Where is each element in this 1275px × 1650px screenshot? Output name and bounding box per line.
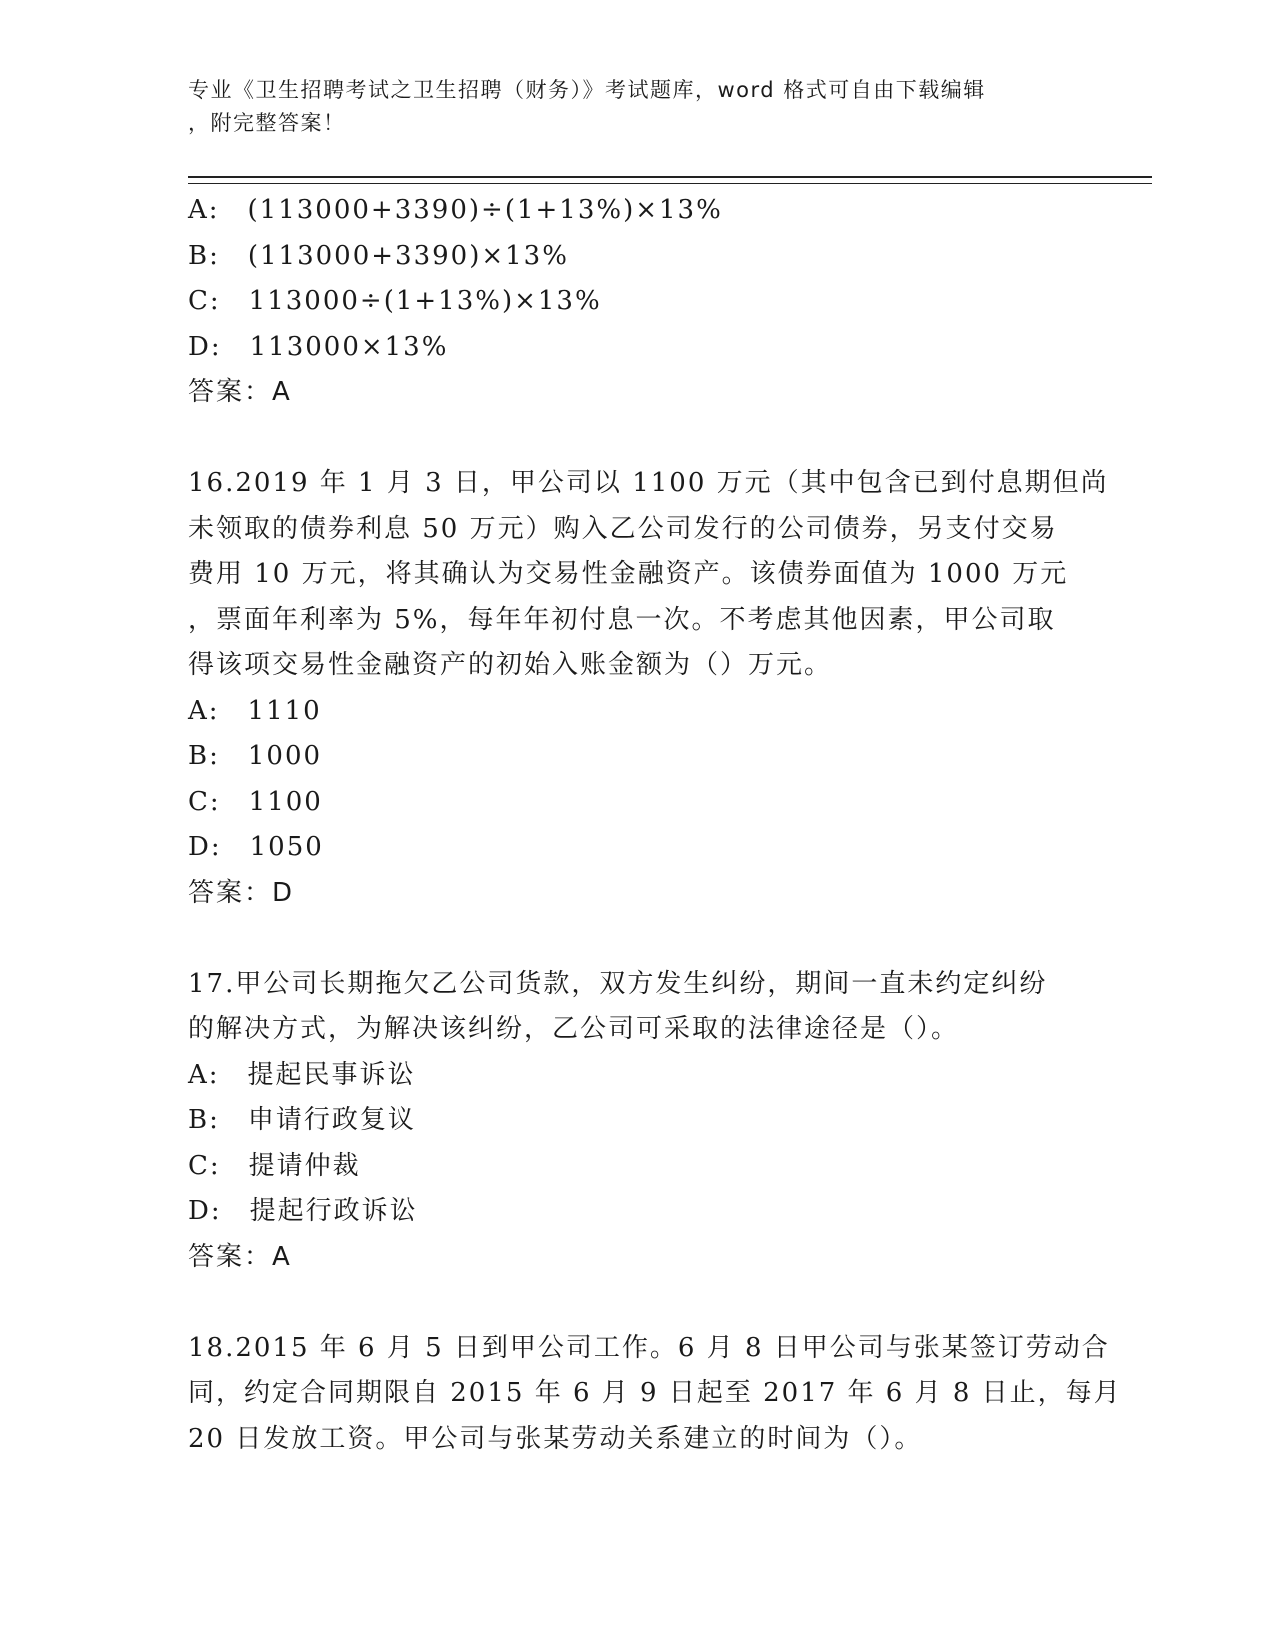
- question-stem-line: 得该项交易性金融资产的初始入账金额为（）万元。: [188, 650, 833, 680]
- header-rule-thin: [188, 183, 1152, 184]
- question-list: [188, 188, 1122, 1462]
- question-18: [188, 1326, 1122, 1463]
- option-c: C: 113000÷(1+13%)×13%: [188, 286, 602, 316]
- question-17: [188, 962, 1088, 1281]
- question-stem-line: 费用 10 万元，将其确认为交易性金融资产。该债券面值为 1000 万元: [188, 559, 1069, 589]
- question-stem-line: 20 日发放工资。甲公司与张某劳动关系建立的时间为（）。: [188, 1423, 923, 1454]
- question-stem-line: 16.2019 年 1 月 3 日，甲公司以 1100 万元（其中包含已到付息期但尚: [188, 468, 1109, 498]
- question-15: [188, 188, 1088, 416]
- option-c: C: 提请仲裁: [188, 1150, 361, 1181]
- spacer: [188, 416, 1088, 462]
- question-stem-line: 17.甲公司长期拖欠乙公司货款，双方发生纠纷，期间一直未约定纠纷: [188, 968, 1048, 999]
- question-16: [188, 461, 1109, 916]
- option-d: D: 提起行政诉讼: [188, 1196, 418, 1226]
- option-b: B: 1000: [188, 741, 323, 771]
- answer: 答案：A: [188, 1241, 292, 1272]
- option-a: A: (113000+3390)÷(1+13%)×13%: [188, 195, 723, 225]
- answer: 答案：A: [188, 377, 292, 407]
- document-header: [188, 74, 1088, 140]
- option-b: B: 申请行政复议: [188, 1105, 416, 1135]
- header-rule-thick: [188, 176, 1152, 178]
- question-stem-line: ，票面年利率为 5%，每年年初付息一次。不考虑其他因素，甲公司取: [188, 604, 1056, 635]
- spacer: [188, 1280, 1088, 1326]
- option-d: D: 1050: [188, 832, 324, 862]
- answer: 答案：D: [188, 877, 295, 908]
- header-line-1: 专业《卫生招聘考试之卫生招聘（财务）》考试题库，word 格式可自由下载编辑: [188, 78, 986, 102]
- option-b: B: (113000+3390)×13%: [188, 240, 569, 271]
- question-stem-line: 同，约定合同期限自 2015 年 6 月 9 日起至 2017 年 6 月 8 日止，每月: [188, 1378, 1122, 1408]
- question-stem-line: 未领取的债券利息 50 万元）购入乙公司发行的公司债券，另支付交易: [188, 513, 1058, 544]
- header-line-2: ，附完整答案！: [188, 111, 346, 135]
- option-a: A: 提起民事诉讼: [188, 1059, 416, 1090]
- option-d: D: 113000×13%: [188, 331, 449, 362]
- option-a: A: 1110: [188, 695, 322, 726]
- option-c: C: 1100: [188, 786, 323, 817]
- spacer: [188, 916, 1088, 962]
- question-stem-line: 18.2015 年 6 月 5 日到甲公司工作。6 月 8 日甲公司与张某签订劳动合: [188, 1332, 1110, 1363]
- question-stem-line: 的解决方式，为解决该纠纷，乙公司可采取的法律途径是（）。: [188, 1014, 960, 1044]
